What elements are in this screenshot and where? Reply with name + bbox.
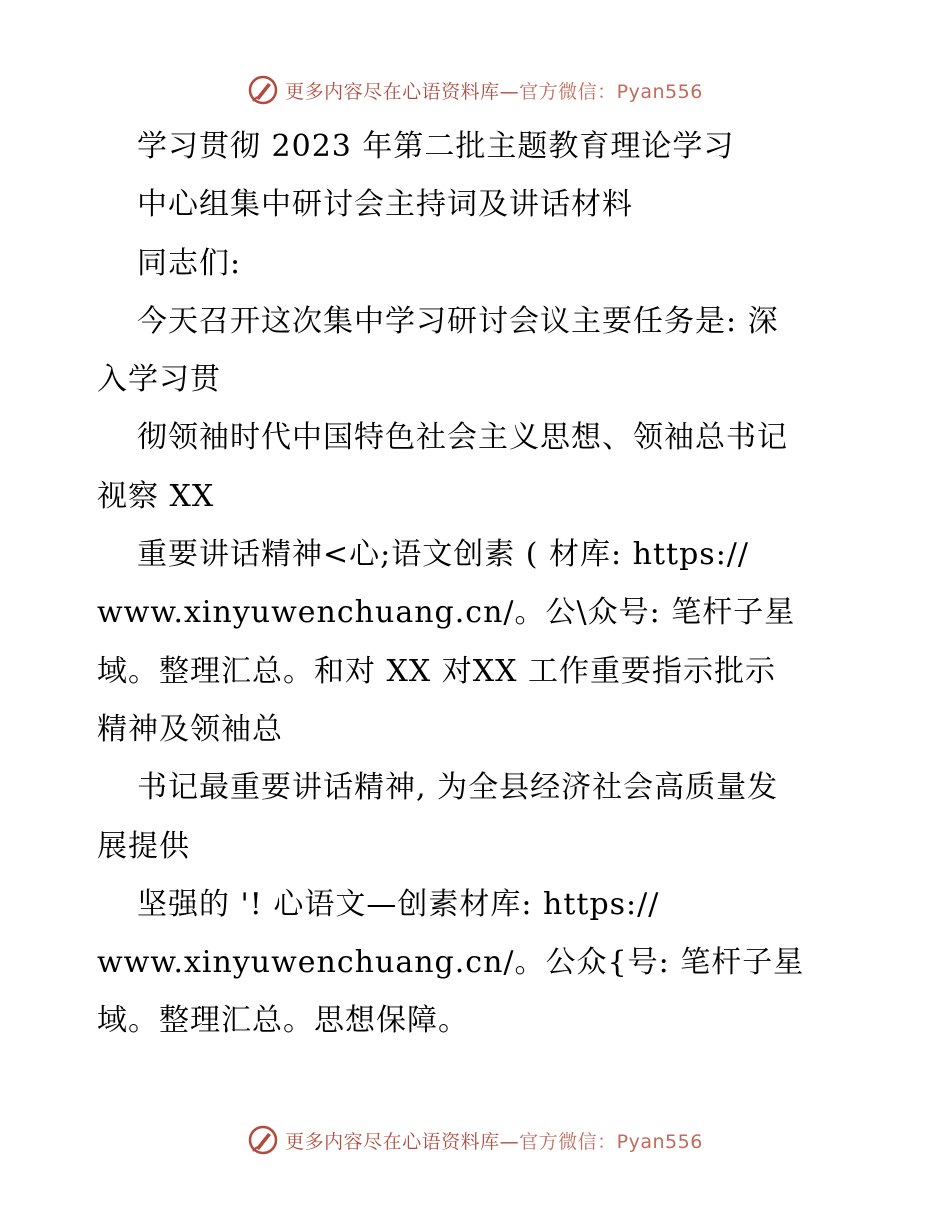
header-banner (0, 70, 950, 110)
text-line: 今天召开这次集中学习研讨会议主要任务是: 深 (137, 303, 779, 339)
banner-text: 更多内容尽在心语资料库— (285, 80, 520, 103)
text-line: 学习贯彻 2023 年第二批主题教育理论学习 (137, 129, 735, 164)
text-line: 书记最重要讲话精神, 为全县经济社会高质量发 (137, 770, 779, 806)
text-line: 坚强的 '! 心语文—创素材库: https:// (137, 886, 660, 922)
text-line: 精神及领袖总 (97, 711, 283, 747)
text-line: 域。整理汇总。和对 XX 对XX 工作重要指示批示 (97, 653, 777, 689)
footer-banner (0, 1120, 950, 1160)
quill-pen-circle-icon (247, 1124, 279, 1156)
text-line: www.xinyuwenchuang.cn/。公众{号: 笔杆子星 (97, 945, 805, 981)
text-line: 入学习贯 (97, 362, 221, 398)
text-line: 展提供 (97, 828, 190, 864)
banner-wechat: 官方微信：Pyan556 (519, 80, 703, 103)
document-body (97, 118, 867, 1051)
text-line: 重要讲话精神<心;语文创素 ( 材库: https:// (137, 537, 750, 573)
text-line: 视察 XX (97, 478, 215, 514)
text-line: 中心组集中研讨会主持词及讲话材料 (137, 187, 633, 223)
banner-text: 更多内容尽在心语资料库— (285, 1130, 520, 1153)
text-line: www.xinyuwenchuang.cn/。公\众号: 笔杆子星 (97, 595, 796, 631)
banner-wechat: 官方微信：Pyan556 (519, 1130, 703, 1153)
text-line: 同志们: (137, 245, 242, 281)
quill-pen-circle-icon (247, 74, 279, 106)
text-line: 域。整理汇总。思想保障。 (97, 1003, 469, 1039)
text-line: 彻领袖时代中国特色社会主义思想、领袖总书记 (137, 420, 788, 456)
